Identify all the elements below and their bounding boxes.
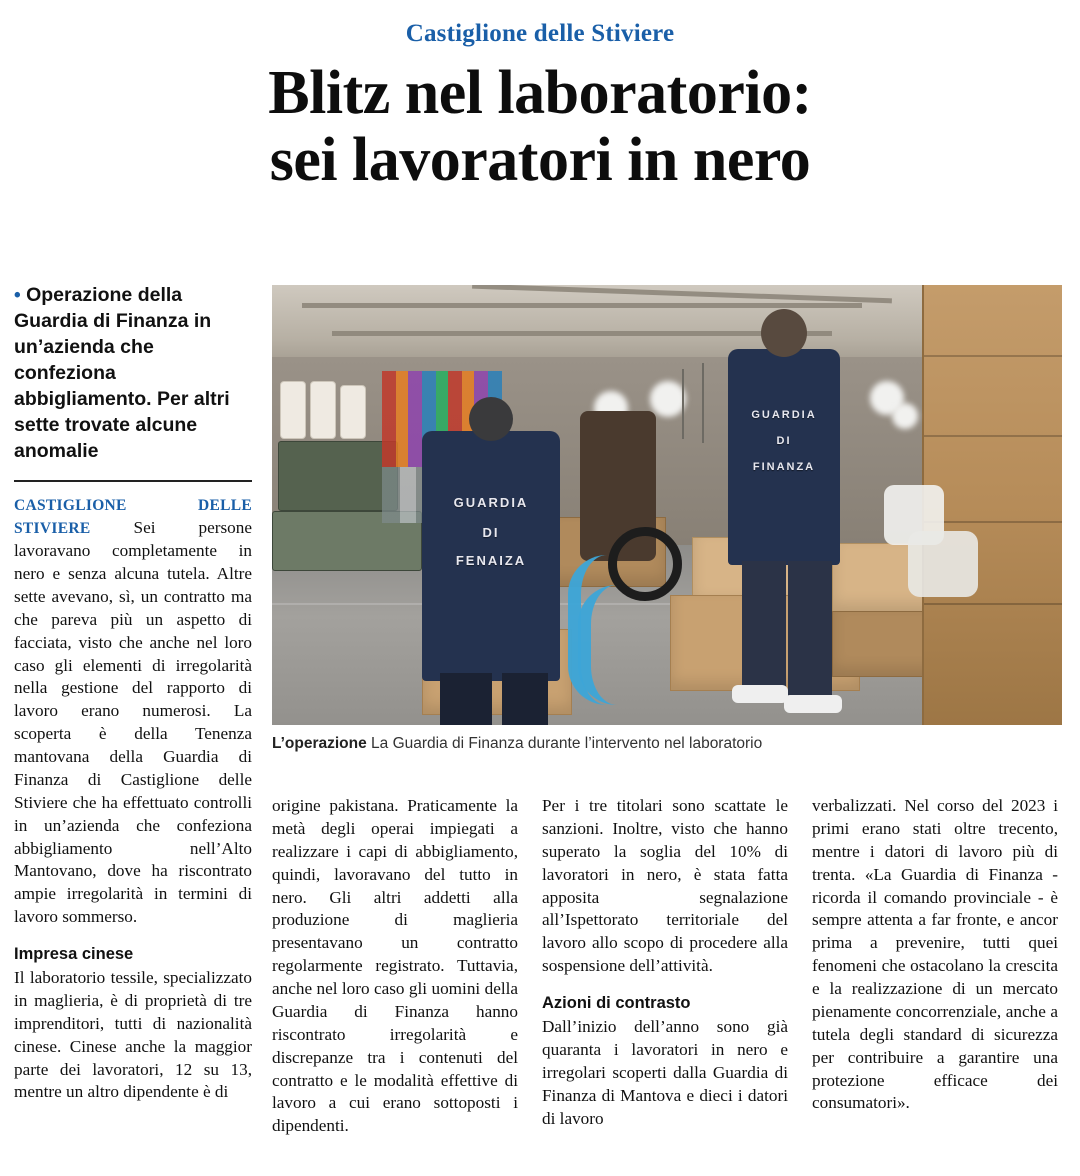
- article-column-2-text: origine pakistana. Praticamente la metà degli operai impiegati a realizzare i capi di abbigliamento, quindi, lavoravano del tutto in nero. Gli altri addetti alla produzione di maglieria presentavano un contratto regolarmente registrato. Tuttavia, anche nel loro caso gli uomini della Guardia di Finanza hanno riscontrato irregolarità e discrepanze tra i contenuti del contratto e le modalità effettive di lavoro a cui erano sottoposti i dipendenti.: [272, 796, 518, 1136]
- officer-head: [469, 397, 513, 441]
- article-column-3-text: Per i tre titolari sono scattate le sanzioni. Inoltre, visto che hanno superato la soglia del 10% di lavoratori in nero, è stata fatta apposita segnalazione all’Ispettorato territoriale del lavoro allo scopo di procedere alla sospensione dell’attività.: [542, 796, 788, 976]
- column-2: [272, 795, 518, 1138]
- caption-lead: L’operazione: [272, 735, 367, 752]
- subheading-impresa-cinese: Impresa cinese: [14, 945, 134, 964]
- summary-blurb: [14, 283, 252, 464]
- photo-block: [272, 285, 1062, 753]
- column-3: [542, 795, 788, 1138]
- officer-head: [761, 309, 807, 357]
- blue-hose: [578, 585, 656, 705]
- page-title: [14, 60, 1066, 194]
- photo-caption: [272, 735, 1062, 753]
- dateline: CASTIGLIONE DELLE STIVIERE: [14, 497, 252, 538]
- article-column-1-text-2: Il laboratorio tessile, specializzato in maglieria, è di proprietà di tre imprenditori, tutti di nazionalità cinese. Cinese anche la maggior parte dei lavoratori, 12 su 13, mentre un altro dipendente è di: [14, 968, 252, 1102]
- subheading-azioni-di-contrasto: Azioni di contrasto: [542, 994, 691, 1012]
- summary-text: Operazione della Guardia di Finanza in un’azienda che confeziona abbigliamento. Per altri sette trovate alcune anomalie: [14, 284, 230, 462]
- spool-wheel: [608, 527, 682, 601]
- industrial-machine: [278, 441, 398, 511]
- article-column-3-text-2: Dall’inizio dell’anno sono già quaranta i lavoratori in nero e irregolari scoperti dalla Guardia di Finanza di Mantova e dieci i datori di lavoro: [542, 1017, 788, 1128]
- photo-beam: [332, 331, 832, 336]
- fabric-roll: [280, 381, 306, 439]
- blurred-face: [892, 403, 918, 429]
- fabric-roll: [340, 385, 366, 439]
- sneaker: [732, 685, 788, 703]
- article-body: [14, 283, 1066, 1176]
- jacket2-text-line-1: GUARDIA: [751, 409, 817, 421]
- blurred-face: [650, 381, 686, 417]
- officer-legs-left-2: [502, 673, 548, 725]
- jacket2-text-line-2: DI: [776, 435, 792, 447]
- divider: [14, 480, 252, 482]
- headline-line-1: Blitz nel laboratorio:: [268, 59, 812, 127]
- jacket2-text-line-3: FINANZA: [752, 461, 816, 473]
- lower-columns: [272, 795, 1062, 1138]
- jacket-text-line-3: FENAIZA: [455, 553, 527, 568]
- article-column-1: [14, 494, 252, 929]
- photo-beam: [302, 303, 862, 308]
- hanging-wire: [702, 363, 704, 443]
- officer-figure-left: [422, 431, 560, 681]
- jacket-text-line-2: DI: [482, 525, 500, 540]
- sneaker: [784, 695, 842, 713]
- officer-figure-right: [728, 349, 840, 565]
- article-column-4-text: verbalizzati. Nel corso del 2023 i primi erano stati oltre trecento, mentre i datori di lavoro più di trenta. «La Guardia di Finanza - ricorda il comando provinciale - è sempre attenta a far fronte, e ancor prima a prevenire, tutti quei fenomeni che ostacolano la crescita e la realizzazione di un mercato pienamente concorrenziale, anche a tutela degli standard di sicurezza per contribuire a garantire una protezione efficace dei consumatori».: [812, 796, 1058, 1113]
- column-4: [812, 795, 1058, 1138]
- caption-text: La Guardia di Finanza durante l’intervento nel laboratorio: [366, 735, 763, 752]
- officer-right-leg: [742, 561, 786, 691]
- white-sack: [908, 531, 978, 597]
- article-column-1-cont: [14, 967, 252, 1104]
- jacket-text-line-1: GUARDIA: [453, 495, 529, 510]
- column-left: [14, 283, 252, 1104]
- headline-line-2: sei lavoratori in nero: [269, 125, 811, 194]
- bullet-icon: •: [14, 285, 21, 306]
- hanging-wire: [682, 369, 684, 439]
- kicker: Castiglione delle Stiviere: [405, 20, 675, 47]
- article-photo: [272, 285, 1062, 725]
- article-column-1-text: Sei persone lavoravano completamente in nero e senza alcuna tutela. Altre sette avevano, sì, un contratto ma che pareva più un aspetto di facciata, visto che anche nel loro caso gli elementi di irregolarità nella gestione del rapporto di lavoro erano numerosi. La scoperta è della Tenenza mantovana della Guardia di Finanza di Castiglione delle Stiviere che ha effettuato controlli in un’azienda che confeziona abbigliamento nell’Alto Mantovano, dove ha riscontrato ampie irregolarità in termini di lavoro sommerso.: [14, 518, 252, 927]
- officer-right-leg-2: [788, 561, 832, 701]
- officer-legs-left: [440, 673, 492, 725]
- fabric-roll: [310, 381, 336, 439]
